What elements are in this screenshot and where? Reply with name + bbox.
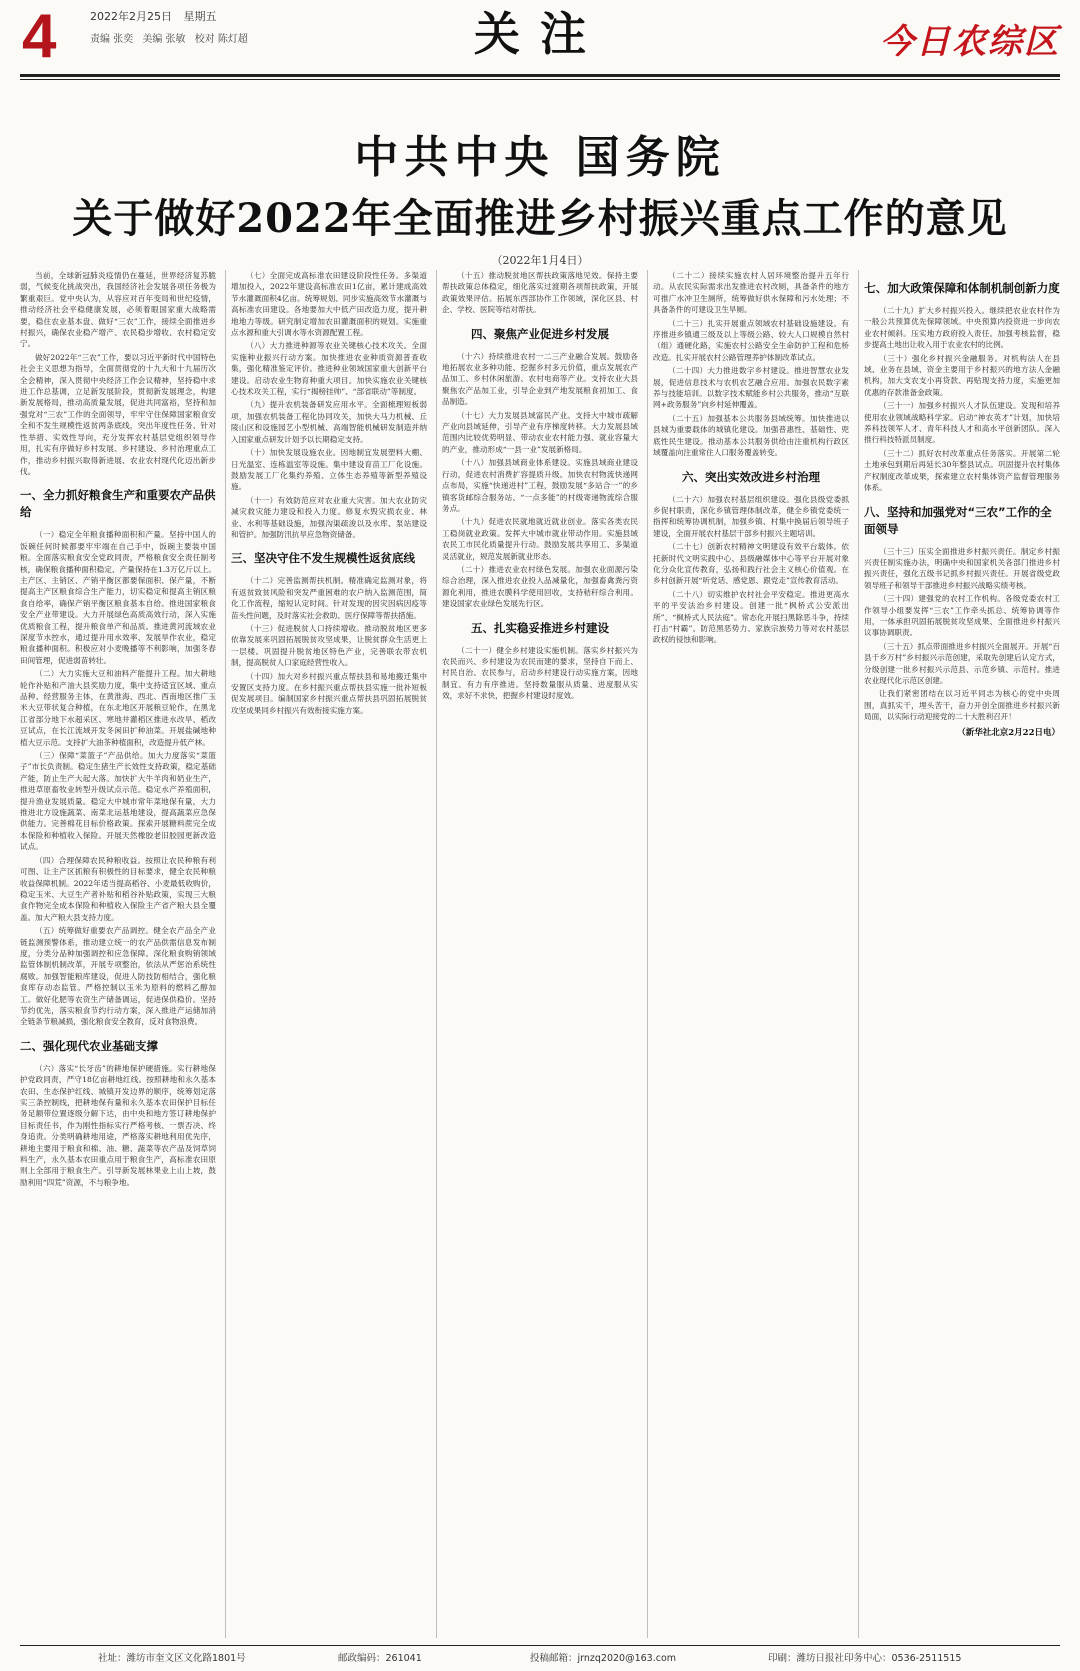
column-2 bbox=[231, 270, 427, 1638]
body-paragraph: （二十）推进农业农村绿色发展。加强农业面源污染综合治理，深入推进农业投入品减量化，加强畜禽粪污资源化利用，推进农膜科学使用回收，支持秸秆综合利用。建设国家农业绿色发展先行区。 bbox=[442, 564, 638, 609]
body-paragraph: （十八）加强县域商业体系建设。实施县域商业建设行动，促进农村消费扩容提质升级。加快农村物流快递网点布局，实施“快递进村”工程，鼓励发展“多站合一”的乡镇客货邮综合服务站、“一点多能”的村级寄递物流综合服务点。 bbox=[442, 458, 638, 513]
body-paragraph: （三十五）抓点带面推进乡村振兴全面展开。开展“百县千乡万村”乡村振兴示范创建，采取先创建后认定方式，分级创建一批乡村振兴示范县、示范乡镇、示范村。推进农业现代化示范区创建。 bbox=[864, 641, 1060, 685]
body-paragraph: （十一）有效防范应对农业重大灾害。加大农业防灾减灾救灾能力建设和投入力度。修复水毁灾损农业、林业、水利等基础设施，加强沟渠疏浚以及水库、泵站建设和管护。加强防汛抗旱应急物资储备。 bbox=[231, 495, 427, 539]
body-paragraph: （二十七）创新农村精神文明建设有效平台载体。依托新时代文明实践中心、县级融媒体中心等平台开展对象化分众化宣传教育，弘扬和践行社会主义核心价值观。在乡村创新开展“听党话、感党恩、跟党走”宣传教育活动。 bbox=[653, 542, 849, 586]
column-divider bbox=[225, 270, 226, 1638]
column-divider bbox=[647, 270, 648, 1638]
body-paragraph: （二）大力实施大豆和油料产能提升工程。加大耕地轮作补贴和产油大县奖励力度，集中支持适宜区域、重点品种、经营服务主体，在黄淮海、西北、西南地区推广玉米大豆带状复合种植，在东北地区开展粮豆轮作，在黑龙江省部分地下水超采区、寒地井灌稻区推进水改旱、稻改豆试点，在长江流域开发冬闲田扩种油菜。开展盐碱地种植大豆示范。支持扩大油茶种植面积，改造提升低产林。 bbox=[20, 669, 216, 747]
body-paragraph: （十）加快发展设施农业。因地制宜发展塑料大棚、日光温室、连栋温室等设施。集中建设育苗工厂化设施。鼓励发展工厂化集约养殖、立体生态养殖等新型养殖设施。 bbox=[231, 448, 427, 492]
staff-proofreader: 校对 陈灯超 bbox=[194, 34, 248, 45]
editorial-staff bbox=[90, 30, 254, 45]
headline-line-2: 关于做好2022年全面推进乡村振兴重点工作的意见 bbox=[72, 195, 1008, 242]
closing-paragraph: 让我们紧密团结在以习近平同志为核心的党中央周围，真抓实干，埋头苦干，奋力开创全面推进乡村振兴新局面，以实际行动迎接党的二十大胜利召开！ bbox=[864, 689, 1060, 722]
footer-rule bbox=[20, 1645, 1060, 1646]
body-paragraph: （九）提升农机装备研发应用水平。全面梳理短板弱项，加强农机装备工程化协同攻关，加快大马力机械、丘陵山区和设施园艺小型机械、高端智能机械研发制造并纳入国家重点研发计划予以长期稳定支持。 bbox=[231, 400, 427, 444]
footer-postcode: 邮政编码：261041 bbox=[338, 1653, 422, 1664]
body-paragraph: （二十八）切实维护农村社会平安稳定。推进更高水平的平安法治乡村建设。创建一批“枫桥式公安派出所”、“枫桥式人民法庭”。常态化开展扫黑除恶斗争，持续打击“村霸”。防范黑恶势力、家族宗族势力等对农村基层政权的侵蚀和影响。 bbox=[653, 589, 849, 645]
column-divider bbox=[436, 270, 437, 1638]
intro-paragraph: 做好2022年“三农”工作，要以习近平新时代中国特色社会主义思想为指导，全面贯彻党的十九大和十九届历次全会精神，深入贯彻中央经济工作会议精神，坚持稳中求进工作总基调，立足新发展阶段，贯彻新发展理念，构建新发展格局，推动高质量发展，促进共同富裕，坚持和加强党对“三农”工作的全面领导，牢牢守住保障国家粮食安全和不发生规模性返贫两条底线，突出年度性任务、针对性举措、实效性导向，充分发挥农村基层党组织领导作用，扎实有序做好乡村发展、乡村建设、乡村治理重点工作，推动乡村振兴取得新进展、农业农村现代化迈出新步伐。 bbox=[20, 352, 216, 476]
body-paragraph: （七）全面完成高标准农田建设阶段性任务。多渠道增加投入，2022年建设高标准农田1亿亩，累计建成高效节水灌溉面积4亿亩。统筹规划、同步实施高效节水灌溉与高标准农田建设。各地要加大中低产田改造力度，提升耕地地力等级。研究制定增加农田灌溉面积的规划。实施重点水源和重大引调水等水资源配置工程。 bbox=[231, 271, 427, 338]
brand-logo: 今日农综区 bbox=[880, 22, 1060, 62]
column-1 bbox=[20, 270, 216, 1638]
weekday-text: 星期五 bbox=[183, 10, 217, 23]
body-paragraph: （五）统筹做好重要农产品调控。健全农产品全产业链监测预警体系，推动建立统一的农产品供需信息发布制度，分类分品种加强调控和应急保障。深化粮食购销领域监管体制机制改革，开展专项整治，依法从严惩治系统性腐败。加强智能粮库建设，促进人防技防相结合，强化粮食库存动态监管。严格控制以玉米为原料的燃料乙醇加工。做好化肥等农资生产储备调运，促进保供稳价。坚持节约优先，落实粮食节约行动方案，深入推进产运储加消全链条节粮减损，强化粮食安全教育，反对食物浪费。 bbox=[20, 926, 216, 1027]
footer-email: 投稿邮箱：jrnzq2020@163.com bbox=[530, 1653, 677, 1664]
section-title: 关注 bbox=[474, 7, 606, 61]
article-signoff: （新华社北京2月22日电） bbox=[957, 727, 1060, 738]
body-paragraph: （四）合理保障农民种粮收益。按照让农民种粮有利可图、让主产区抓粮有积极性的目标要求，健全农民种粮收益保障机制。2022年适当提高稻谷、小麦最低收购价，稳定玉米、大豆生产者补贴和稻谷补贴政策，实现三大粮食作物完全成本保险和种植收入保险主产省产粮大县全覆盖。加大产粮大县支持力度。 bbox=[20, 855, 216, 922]
page-footer bbox=[20, 1650, 1060, 1666]
body-paragraph: （三）保障“菜篮子”产品供给。加大力度落实“菜篮子”市长负责制。稳定生猪生产长效性支持政策，稳定基础产能，防止生产大起大落。加快扩大牛羊肉和奶业生产，推进草原畜牧业转型升级试点示范。稳定水产养殖面积，提升渔业发展质量。稳定大中城市常年菜地保有量，大力推进北方设施蔬菜、南菜北运基地建设，提高蔬菜应急保供能力。完善棉花目标价格政策。探索开展糖料蔗完全成本保险和种植收入保险。开展天然橡胶老旧胶园更新改造试点。 bbox=[20, 751, 216, 852]
article-dateline: （2022年1月4日） bbox=[491, 254, 589, 267]
staff-editor: 责编 张奕 bbox=[90, 34, 134, 45]
page-masthead bbox=[0, 0, 1080, 80]
body-paragraph: （三十三）压实全面推进乡村振兴责任。制定乡村振兴责任制实施办法，明确中央和国家机关各部门推进乡村振兴责任，强化五级书记抓乡村振兴责任。开展省级党政领导班子和领导干部推进乡村振兴战略实绩考核。 bbox=[864, 546, 1060, 590]
section-heading-7: 七、加大政策保障和体制机制创新力度 bbox=[864, 281, 1060, 295]
column-divider bbox=[858, 270, 859, 1638]
body-paragraph: （二十二）接续实施农村人居环境整治提升五年行动。从农民实际需求出发推进农村改厕，具备条件的地方可推广水冲卫生厕所，统筹做好供水保障和污水处理；不具备条件的可建设卫生旱厕。 bbox=[653, 271, 849, 315]
article-body bbox=[20, 270, 1060, 1638]
body-paragraph: （二十三）扎实开展重点领域农村基础设施建设。有序推进乡镇通三级及以上等级公路、较大人口规模自然村（组）通硬化路，实施农村公路安全生命防护工程和危桥改造。扎实开展农村公路管理养护体制改革试点。 bbox=[653, 318, 849, 362]
body-paragraph: （二十四）大力推进数字乡村建设。推进智慧农业发展，促进信息技术与农机农艺融合应用。加强农民数字素养与技能培训。以数字技术赋能乡村公共服务，推动“互联网+政务服务”向乡村延伸覆盖。 bbox=[653, 366, 849, 410]
masthead-rule bbox=[20, 74, 1060, 77]
staff-designer: 美编 张敏 bbox=[142, 34, 186, 45]
section-heading-5: 五、扎实稳妥推进乡村建设 bbox=[471, 620, 609, 635]
body-paragraph: （十二）完善监测帮扶机制。精准确定监测对象，将有返贫致贫风险和突发严重困难的农户纳入监测范围，简化工作流程，缩短认定时间。针对发现的因灾因病因疫等苗头性问题，及时落实社会救助、医疗保障等帮扶措施。 bbox=[231, 576, 427, 620]
body-paragraph: （三十一）加强乡村振兴人才队伍建设。发现和培养使用农业领域战略科学家。启动“神农英才”计划，加快培养科技领军人才、青年科技人才和高水平创新团队。深入推行科技特派员制度。 bbox=[864, 401, 1060, 445]
section-heading-3: 三、坚决守住不发生规模性返贫底线 bbox=[231, 551, 415, 566]
date-text: 2022年2月25日 bbox=[90, 10, 172, 23]
column-3 bbox=[442, 270, 638, 1638]
section-heading-4: 四、聚焦产业促进乡村发展 bbox=[471, 326, 609, 341]
body-paragraph: （六）落实“长牙齿”的耕地保护硬措施。实行耕地保护党政同责，严守18亿亩耕地红线。按照耕地和永久基本农田、生态保护红线、城镇开发边界的顺序，统筹划定落实三条控制线，把耕地保有量和永久基本农田保护目标任务足额带位置逐级分解下达，由中央和地方签订耕地保护目标责任书，作为刚性指标实行严格考核、一票否决、终身追责。分类明确耕地用途，严格落实耕地利用优先序，耕地主要用于粮食和棉、油、糖、蔬菜等农产品及饲草饲料生产，永久基本农田重点用于粮食生产，高标准农田原则上全部用于粮食生产。引导新发展林果业上山上坡，鼓励利用“四荒”资源，不与粮争地。 bbox=[20, 1063, 216, 1187]
section-heading-1: 一、全力抓好粮食生产和重要农产品供给 bbox=[20, 488, 216, 520]
section-heading-2: 二、强化现代农业基础支撑 bbox=[20, 1038, 158, 1053]
body-paragraph: （十九）促进农民就地就近就业创业。落实各类农民工稳岗就业政策。发挥大中城市就业带动作用。实施县域农民工市民化质量提升行动。鼓励发展共享用工、多渠道灵活就业，规范发展新就业形态。 bbox=[442, 517, 638, 561]
section-heading-8: 八、坚持和加强党对“三农”工作的全面领导 bbox=[864, 504, 1052, 536]
body-paragraph: （八）大力推进种源等农业关键核心技术攻关。全面实施种业振兴行动方案。加快推进农业种质资源普查收集，强化精准鉴定评价。推进种业领域国家重大创新平台建设。启动农业生物育种重大项目。加快实施农业关键核心技术攻关工程，实行“揭榜挂帅”、“部省联动”等制度。 bbox=[231, 341, 427, 397]
body-paragraph: （一）稳定全年粮食播种面积和产量。坚持中国人的饭碗任何时候都要牢牢端在自己手中，饭碗主要装中国粮。全面落实粮食安全党政同责，严格粮食安全责任制考核，确保粮食播种面积稳定、产量保持在1.3万亿斤以上。主产区、主销区、产销平衡区都要保面积、保产量，不断提高主产区粮食综合生产能力，切实稳定和提高主销区粮食自给率，确保产销平衡区粮食基本自给。推进国家粮食安全产业带建设。大力开展绿色高质高效行动，深入实施优质粮食工程，提升粮食单产和品质。推进黄河流域农业深度节水控水，通过提升用水效率、发展旱作农业，稳定粮食播种面积。积极应对小麦晚播等不利影响，加强冬春田间管理，促进弱苗转壮。 bbox=[20, 530, 216, 665]
page-number: 4 bbox=[22, 2, 57, 71]
intro-paragraph: 当前，全球新冠肺炎疫情仍在蔓延，世界经济复苏脆弱，气候变化挑战突出，我国经济社会发展各项任务极为繁重艰巨。党中央认为，从容应对百年变局和世纪疫情，推动经济社会平稳健康发展，必须着眼国家重大战略需要，稳住农业基本盘、做好“三农”工作，接续全面推进乡村振兴，确保农业稳产增产、农民稳步增收、农村稳定安宁。 bbox=[20, 271, 216, 349]
body-paragraph: （三十）强化乡村振兴金融服务。对机构法人在县域、业务在县域、资金主要用于乡村振兴的地方法人金融机构，加大支农支小再贷款、再贴现支持力度，实施更加优惠的存款准备金政策。 bbox=[864, 353, 1060, 397]
body-paragraph: （十七）大力发展县域富民产业。支持大中城市疏解产业向县域延伸，引导产业有序梯度转移。大力发展县域范围内比较优势明显、带动农业农村能力强、就业容量大的产业，推动形成“一县一业”发展新格局。 bbox=[442, 410, 638, 454]
section-heading-6: 六、突出实效改进乡村治理 bbox=[682, 469, 820, 484]
body-paragraph: （二十六）加强农村基层组织建设。强化县级党委抓乡促村职责，深化乡镇管理体制改革，健全乡镇党委统一指挥和统筹协调机制，加强乡镇、村集中换届后领导班子建设，全面开展农村基层干部乡村振兴主题培训。 bbox=[653, 494, 849, 538]
masthead-rule-thin bbox=[20, 79, 1060, 80]
body-paragraph: （十四）加大对乡村振兴重点帮扶县和易地搬迁集中安置区支持力度。在乡村振兴重点帮扶县实施一批补短板促发展项目。编制国家乡村振兴重点帮扶县巩固拓展脱贫攻坚成果同乡村振兴有效衔接实施方案。 bbox=[231, 671, 427, 715]
column-4 bbox=[653, 270, 849, 1638]
article-headline bbox=[0, 130, 1080, 248]
footer-printer: 印刷：潍坊日报社印务中心：0536-2511515 bbox=[768, 1653, 962, 1664]
body-paragraph: （十三）促进脱贫人口持续增收。推动脱贫地区更多依靠发展来巩固拓展脱贫攻坚成果，让脱贫群众生活更上一层楼。巩固提升脱贫地区特色产业，完善联农带农机制，提高脱贫人口家庭经营性收入。 bbox=[231, 623, 427, 668]
footer-address: 社址：潍坊市奎文区文化路1801号 bbox=[98, 1653, 246, 1664]
body-paragraph: （三十二）抓好农村改革重点任务落实。开展第二轮土地承包到期后再延长30年整县试点。巩固提升农村集体产权制度改革成果，探索建立农村集体资产监督管理服务体系。 bbox=[864, 448, 1060, 493]
body-paragraph: （二十五）加强基本公共服务县域统筹。加快推进以县城为重要载体的城镇化建设。加强普惠性、基础性、兜底性民生建设。推动基本公共服务供给由注重机构行政区域覆盖向注重常住人口服务覆盖转变。 bbox=[653, 413, 849, 458]
column-5 bbox=[864, 270, 1060, 1638]
body-paragraph: （十六）持续推进农村一二三产业融合发展。鼓励各地拓展农业多种功能、挖掘乡村多元价值，重点发展农产品加工、乡村休闲旅游、农村电商等产业。支持农业大县聚焦农产品加工业，引导企业到产地发展粮食初加工、食品制造。 bbox=[442, 351, 638, 407]
body-paragraph: （十五）推动脱贫地区帮扶政策落地见效。保持主要帮扶政策总体稳定，细化落实过渡期各项帮扶政策，开展政策效果评估。拓展东西部协作工作领域，深化区县、村企、学校、医院等结对帮扶。 bbox=[442, 271, 638, 315]
body-paragraph: （二十九）扩大乡村振兴投入。继续把农业农村作为一般公共预算优先保障领域。中央预算内投资进一步向农业农村倾斜。压实地方政府投入责任。加强考核监督，稳步提高土地出让收入用于农业农村的比例。 bbox=[864, 306, 1060, 350]
body-paragraph: （三十四）建强党的农村工作机构。各级党委农村工作领导小组要发挥“三农”工作牵头抓总、统筹协调等作用，一体承担巩固拓展脱贫攻坚成果、全面推进乡村振兴议事协调职责。 bbox=[864, 594, 1060, 638]
headline-line-1: 中共中央 国务院 bbox=[354, 132, 726, 183]
body-paragraph: （二十一）健全乡村建设实施机制。落实乡村振兴为农民而兴、乡村建设为农民而建的要求，坚持自下而上、村民自治、农民参与，启动乡村建设行动实施方案，因地制宜、有力有序推进。坚持数量服从质量、进度服从实效，求好不求快，把握乡村建设时度效。 bbox=[442, 645, 638, 701]
issue-date bbox=[90, 8, 225, 24]
